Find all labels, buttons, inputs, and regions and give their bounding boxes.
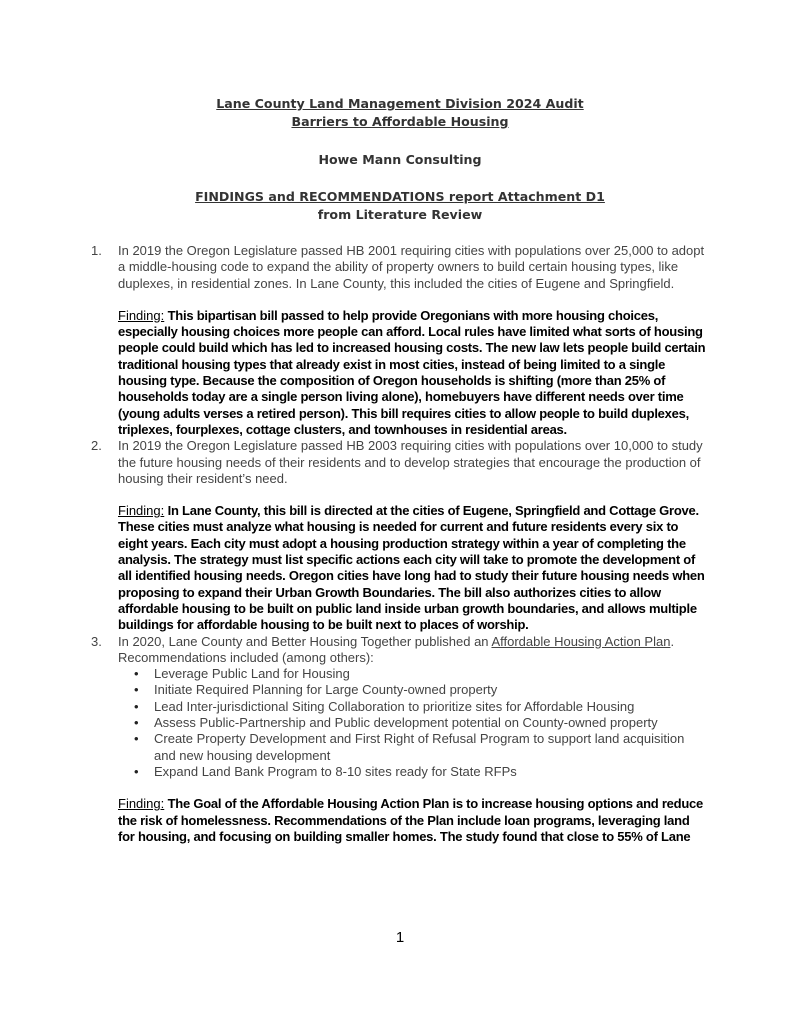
report-title xyxy=(0,95,800,131)
finding-label: Finding: xyxy=(118,307,165,323)
finding-text: The Goal of the Affordable Housing Action Plan is to increase housing options and reduce the risk of homelessness. Recommendations of the Plan include loan programs, leveraging land for housing, and focusing on building smaller homes. The study found that close to 55% of Lane xyxy=(118,796,703,844)
item-intro xyxy=(118,634,706,667)
finding-item-1 xyxy=(91,243,706,438)
findings-list xyxy=(91,243,706,845)
recommendation-item: • Assess Public-Partnership and Public development potential on County-owned property xyxy=(140,715,706,731)
report-source-line: from Literature Review xyxy=(317,207,483,222)
recommendation-item: • Initiate Required Planning for Large County-owned property xyxy=(140,682,706,698)
item-number: 3. xyxy=(91,633,102,649)
finding-text: This bipartisan bill passed to help provide Oregonians with more housing choices, especially housing choices more people can afford. Local rules have limited what sorts of housing people could build which has led to increased housing costs. The new law lets people build certain traditional housing types that already exist in most cities, instead of being limited to a single housing type. Because the composition of Oregon households is shifting (more than 25% of households today are a single person living alone), homebuyers have different needs over time (young adults verses a retired person). This bill requires cities to allow people to build duplexes, triplexes, fourplexes, cottage clusters, and townhouses in residential areas. xyxy=(118,307,706,437)
report-subtitle xyxy=(0,188,800,224)
finding-paragraph xyxy=(118,796,706,845)
recommendation-item: • Lead Inter-jurisdictional Siting Collaboration to prioritize sites for Affordable Housing xyxy=(140,699,706,715)
recommendation-item: • Expand Land Bank Program to 8-10 sites ready for State RFPs xyxy=(140,764,706,780)
report-attachment-line: FINDINGS and RECOMMENDATIONS report Attachment D1 xyxy=(195,189,605,204)
item-number: 2. xyxy=(91,438,102,454)
finding-text: In Lane County, this bill is directed at the cities of Eugene, Springfield and Cottage Grove. These cities must analyze what housing is needed for current and future residents every six to eight years. Each city must adopt a housing production strategy within a year of completing the analysis. The strategy must list specific actions each city will take to promote the development of all identified housing needs. Oregon cities have long had to study their future housing needs when proposing to expand their Urban Growth Boundaries. The bill also authorizes cities to allow affordable housing to be built on public land inside urban growth boundaries, and allows multiple buildings for affordable housing to be built next to places of worship. xyxy=(118,503,705,633)
item-number: 1. xyxy=(91,243,102,258)
title-line-audit: Lane County Land Management Division 2024 Audit xyxy=(216,96,584,111)
finding-paragraph xyxy=(118,503,706,633)
page-number: 1 xyxy=(395,929,405,946)
finding-label: Finding: xyxy=(118,503,165,519)
affordable-housing-action-plan-link[interactable]: Affordable Housing Action Plan xyxy=(491,633,671,649)
recommendation-item: • Leverage Public Land for Housing xyxy=(140,666,706,682)
item-intro: In 2019 the Oregon Legislature passed HB 2001 requiring cities with populations over 25,000 to adopt a middle-housing code to expand the ability of property owners to build certain housing types, like duplexes, in residential zones. In Lane County, this included the cities of Eugene and Springfield. xyxy=(118,243,705,291)
title-line-subject: Barriers to Affordable Housing xyxy=(291,114,509,129)
finding-paragraph xyxy=(118,308,706,438)
finding-item-2 xyxy=(91,438,706,633)
finding-label: Finding: xyxy=(118,796,165,812)
intro-text-before: In 2020, Lane County and Better Housing Together published an xyxy=(118,633,492,649)
recommendations-list xyxy=(118,666,706,780)
item-intro: In 2019 the Oregon Legislature passed HB 2003 requiring cities with populations over 10,000 to study the future housing needs of their residents and to develop strategies that encourage the production of housing their resident’s need. xyxy=(118,438,703,486)
recommendation-item: • Create Property Development and First Right of Refusal Program to support land acquisition and new housing development xyxy=(140,731,706,764)
consultant-name: Howe Mann Consulting xyxy=(318,152,482,167)
intro-text-after: . Recommendations included (among others): xyxy=(118,633,675,665)
finding-item-3 xyxy=(91,634,706,846)
